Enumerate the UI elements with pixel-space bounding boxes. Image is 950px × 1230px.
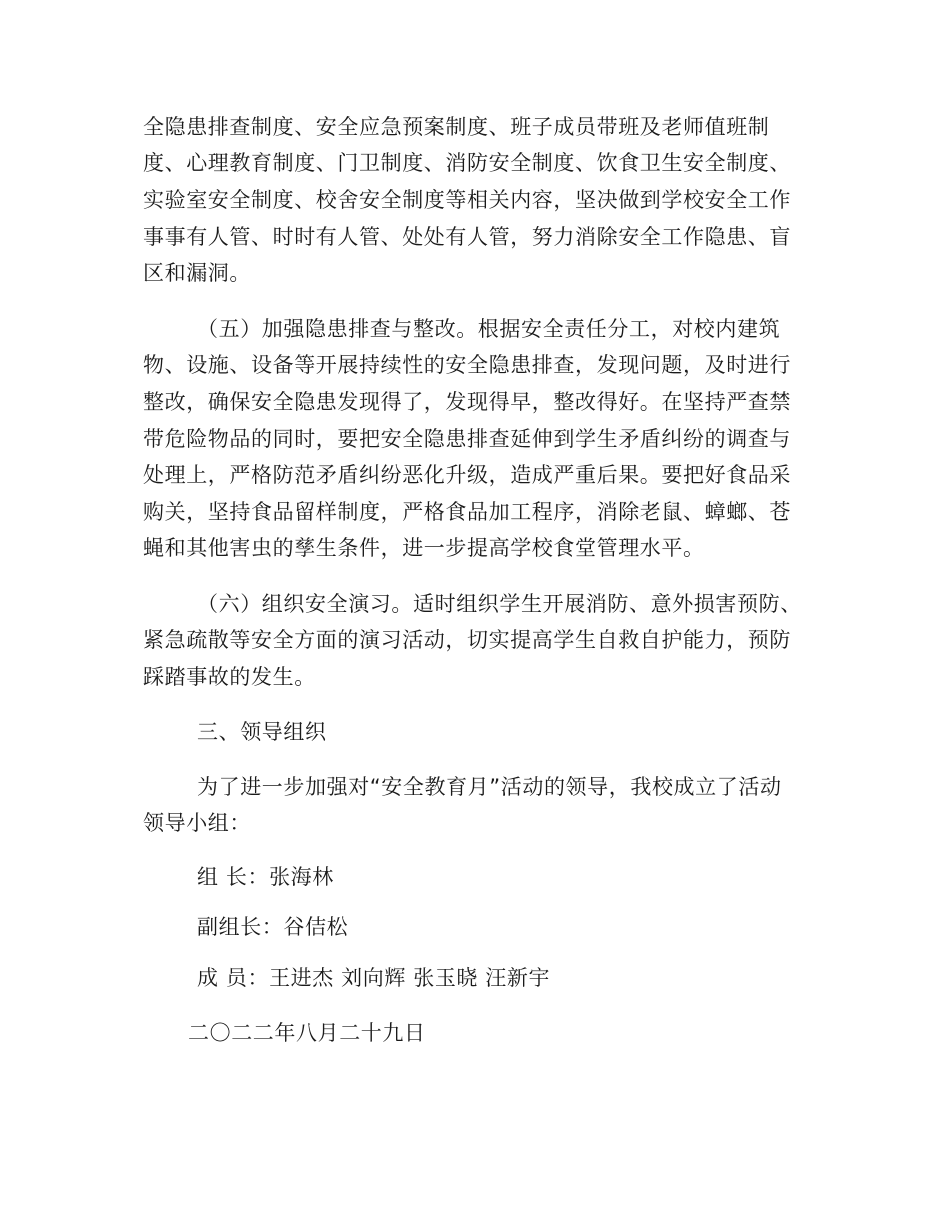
paragraph-line: （五）加强隐患排查与整改。根据安全责任分工，对校内建筑: [197, 317, 781, 341]
paragraph-line: 为了进一步加强对“安全教育月”活动的领导，我校成立了活动: [197, 775, 782, 799]
paragraph-line: 区和漏洞。: [143, 261, 251, 285]
paragraph-line: （六）组织安全演习。适时组织学生开展消防、意外损害预防、: [197, 592, 802, 616]
paragraph-line: 实验室安全制度、校舍安全制度等相关内容，坚决做到学校安全工作: [143, 188, 791, 212]
paragraph-line: 全隐患排查制度、安全应急预案制度、班子成员带班及老师值班制: [143, 115, 770, 139]
deputy-leader-line: 副组长：谷佶松: [197, 915, 349, 939]
leader-line: 组 长：张海林: [197, 865, 334, 889]
paragraph-line: 踩踏事故的发生。: [143, 665, 316, 689]
section-heading: 三、领导组织: [197, 720, 327, 744]
paragraph-line: 处理上，严格防范矛盾纠纷恶化升级，造成严重后果。要把好食品采: [143, 463, 791, 487]
paragraph-line: 带危险物品的同时，要把安全隐患排查延伸到学生矛盾纠纷的调查与: [143, 427, 791, 451]
paragraph-line: 整改，确保安全隐患发现得了，发现得早，整改得好。在坚持严查禁: [143, 390, 791, 414]
paragraph-line: 蝇和其他害虫的孳生条件，进一步提高学校食堂管理水平。: [143, 536, 705, 560]
paragraph-line: 物、设施、设备等开展持续性的安全隐患排查，发现问题，及时进行: [143, 353, 791, 377]
paragraph-line: 购关，坚持食品留样制度，严格食品加工程序，消除老鼠、蟑螂、苍: [143, 500, 791, 524]
paragraph-line: 事事有人管、时时有人管、处处有人管，努力消除安全工作隐患、盲: [143, 225, 791, 249]
paragraph-line: 度、心理教育制度、门卫制度、消防安全制度、饮食卫生安全制度、: [143, 151, 791, 175]
paragraph-line: 紧急疏散等安全方面的演习活动，切实提高学生自救自护能力，预防: [143, 628, 791, 652]
members-line: 成 员：王进杰 刘向辉 张玉晓 汪新宇: [197, 966, 551, 990]
document-date: 二〇二二年八月二十九日: [188, 1021, 426, 1045]
paragraph-line: 领导小组：: [143, 811, 251, 835]
